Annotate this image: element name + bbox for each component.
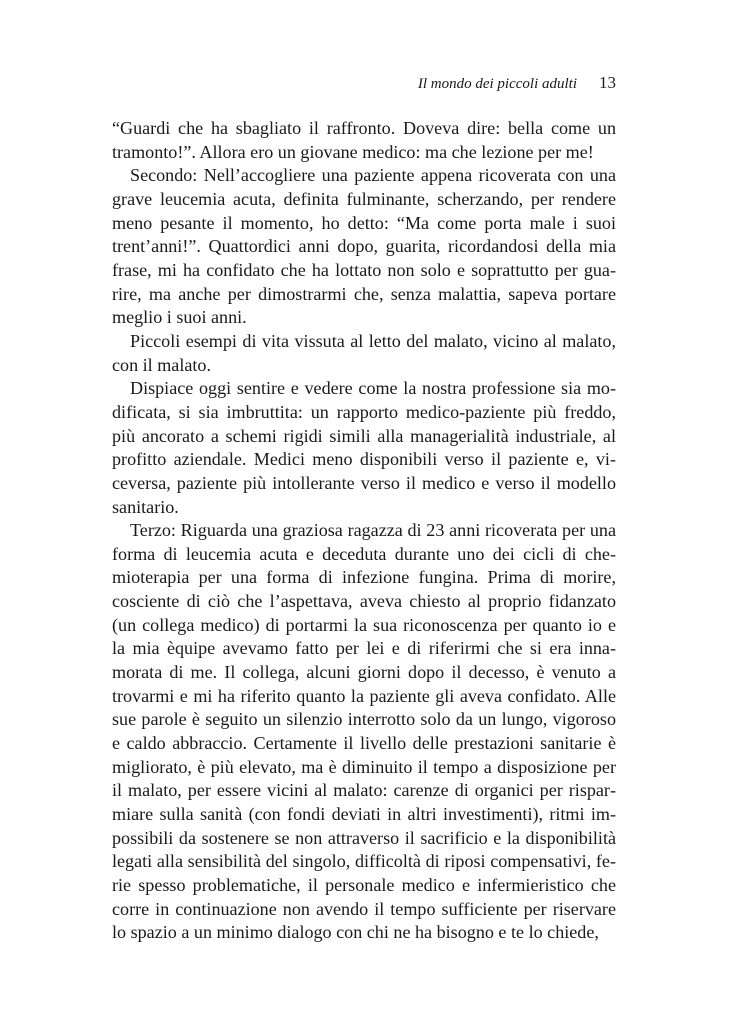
paragraph: Dispiace oggi sentire e vedere come la nostra professione sia modificata, si sia imbruttita: un rapporto medico-paziente più freddo, più ancorato a schemi rigidi simili alla managerialità industriale, al profitto aziendale. Medici meno disponibili verso il paziente e, viceversa, paziente più intollerante verso il medico e verso il modello sanitario. — [112, 378, 616, 517]
paragraph: Secondo: Nell’accogliere una paziente appena ricoverata con una grave leucemia acuta, definita fulminante, scherzando, per rendere meno pesante il momento, ho detto: “Ma come porta male i suoi trent’anni!”. Quattordici anni dopo, guarita, ricordandosi della mia frase, mi ha confidato che ha lottato non solo e soprattutto per guarire, ma anche per dimostrarmi che, senza malattia, sapeva portare meglio i suoi anni. — [112, 165, 616, 328]
body-text — [112, 117, 616, 945]
paragraph: Terzo: Riguarda una graziosa ragazza di 23 anni ricoverata per una forma di leucemia acuta e deceduta durante uno dei cicli di chemioterapia per una forma di infezione fungina. Prima di morire, cosciente di ciò che l’aspettava, aveva chiesto al proprio fidanzato (un collega medico) di portarmi la sua riconoscenza per quanto io e la mia èquipe avevamo fatto per lei e di riferirmi che si era innamorata di me. Il collega, alcuni giorni dopo il decesso, è venuto a trovarmi e mi ha riferito quanto la paziente gli aveva confidato. Alle sue parole è seguito un silenzio interrotto solo da un lungo, vigoroso e caldo abbraccio. Certamente il livello delle prestazioni sanitarie è migliorato, è più elevato, ma è diminuito il tempo a disposizione per il malato, per essere vicini al malato: carenze di organici per risparmiare sulla sanità (con fondi deviati in altri investimenti), ritmi impossibili da sostenere se non attraverso il sacrificio e la disponibilità legati alla sensibilità del singolo, difficoltà di riposi compensativi, ferie spesso problematiche, il personale medico e infermieristico che corre in continuazione non avendo il tempo sufficiente per riservare lo spazio a un minimo dialogo con chi ne ha bisogno e te lo chiede, — [112, 520, 616, 943]
paragraph: “Guardi che ha sbagliato il raffronto. Doveva dire: bella come un tramonto!”. Allora ero un giovane medico: ma che lezione per me! — [112, 118, 616, 162]
running-header — [112, 73, 616, 97]
running-title: Il mondo dei piccoli adulti — [417, 76, 577, 92]
page-number: 13 — [599, 73, 616, 92]
paragraph: Piccoli esempi di vita vissuta al letto del malato, vicino al malato, con il malato. — [112, 330, 616, 375]
